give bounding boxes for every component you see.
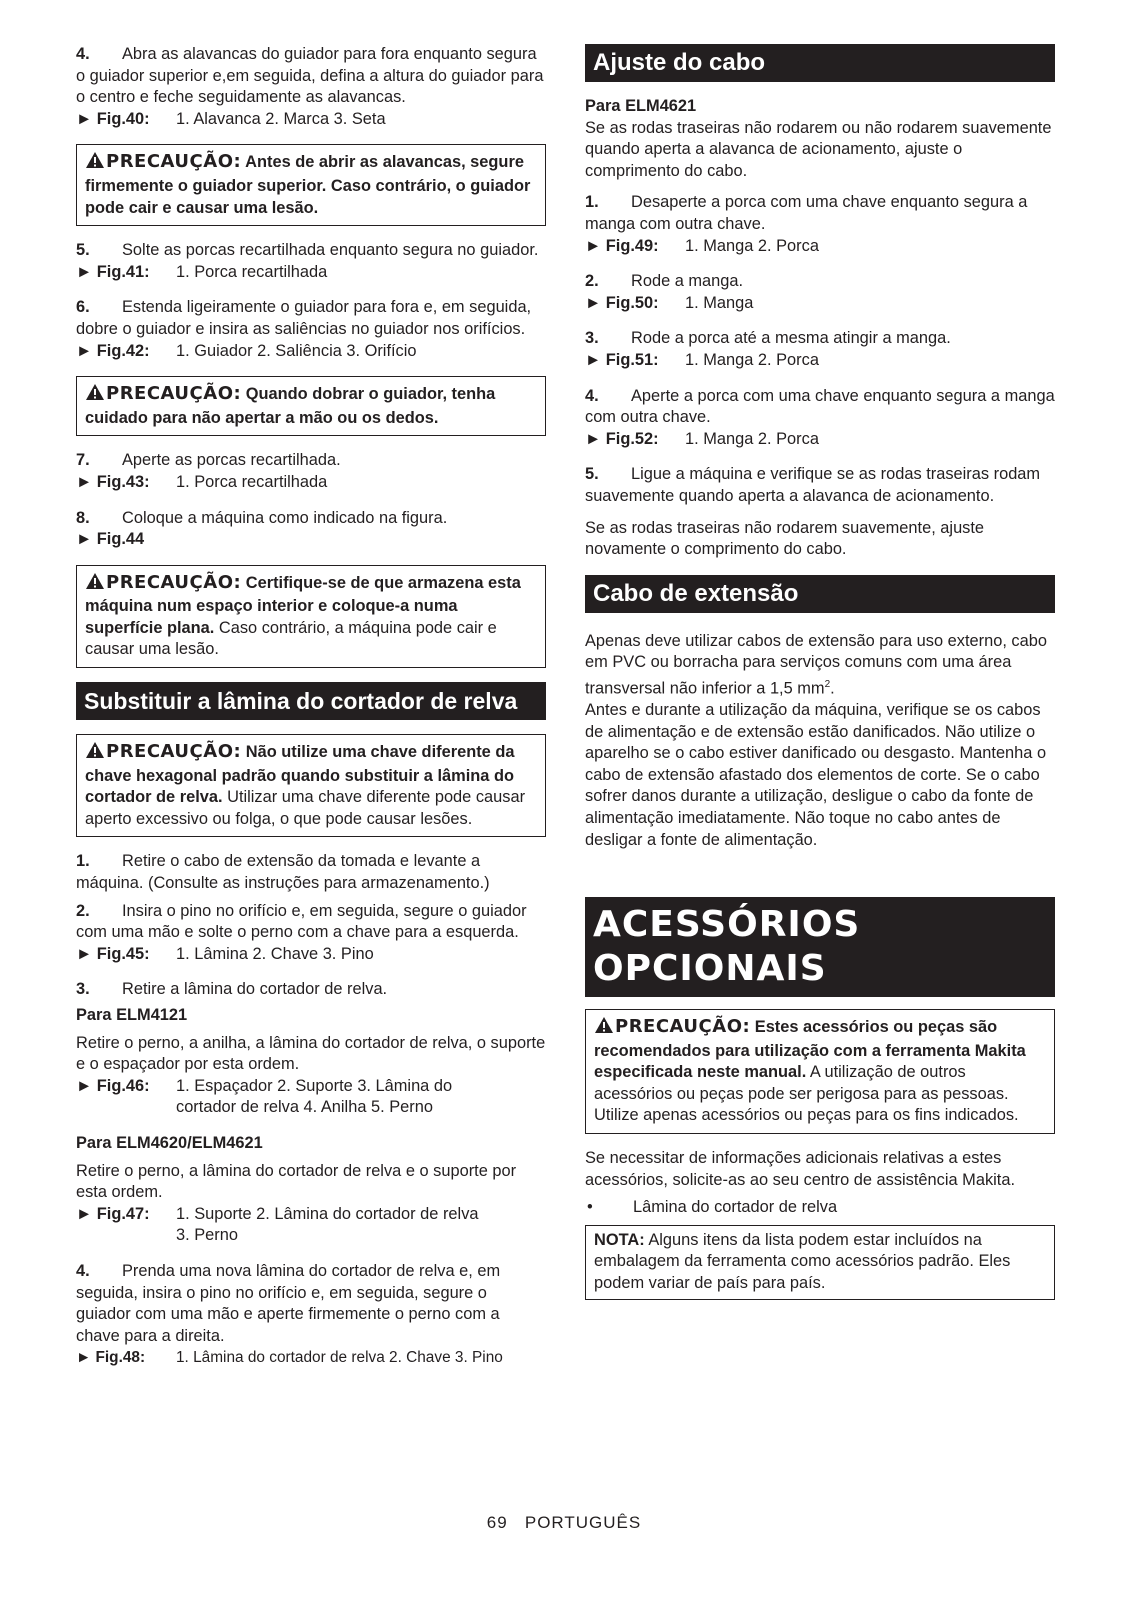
fig-44-caption: ► Fig.44 [76, 530, 145, 549]
subheading-elm4621: Para ELM4621 [585, 97, 697, 115]
fig-41-caption: ► Fig.41: 1. Porca recartilhada [76, 262, 328, 281]
accessories-info: Se necessitar de informações adicionais relativas a estes acessórios, solicite-as ao seu centro de assistência Makita. [585, 1149, 1015, 1189]
subheading-elm4620: Para ELM4620/ELM4621 [76, 1133, 263, 1152]
caution-box-3: PRECAUÇÃO: Certifique-se de que armazena esta máquina num espaço interior e coloque-a numa superfície plana. Caso contrário, a máquina pode cair e causar uma lesão. [76, 565, 546, 668]
fig-47-caption-cont: 3. Perno [176, 1226, 238, 1245]
replace-step-2: 2. Insira o pino no orifício e, em seguida, segure o guiador com uma mão e solte o perno com a chave para a esquerda. [76, 901, 527, 942]
fig-47-caption: ► Fig.47: 1. Suporte 2. Lâmina do cortador de relva [76, 1204, 479, 1223]
left-column [76, 44, 546, 1369]
fig-46-caption: ► Fig.46: 1. Espaçador 2. Suporte 3. Lâmina do [76, 1076, 453, 1095]
note-box: NOTA: Alguns itens da lista podem estar incluídos na embalagem da ferramenta como acessórios padrão. Eles podem variar de país para país. [585, 1225, 1055, 1300]
caution-box-4: PRECAUÇÃO: Não utilize uma chave diferente da chave hexagonal padrão quando substituir a lâmina do cortador de relva. Utilizar uma chave diferente pode causar aperto excessivo ou folga, o que pode causar lesões. [76, 734, 546, 837]
replace-step-3: 3. Retire a lâmina do cortador de relva. [76, 980, 388, 999]
replace-step-1: 1. Retire o cabo de extensão da tomada e levante a máquina. (Consulte as instruções para armazenamento.) [76, 852, 490, 893]
fig-46-caption-cont: cortador de relva 4. Anilha 5. Perno [176, 1098, 433, 1117]
fig-50-caption: ► Fig.50: 1. Manga [585, 293, 754, 312]
cable-step-5: 5. Ligue a máquina e verifique se as rodas traseiras rodam suavemente quando aperta a alavanca de acionamento. [585, 465, 1041, 505]
step-8: 8. Coloque a máquina como indicado na figura. [76, 508, 448, 527]
caution-box-1: PRECAUÇÃO: Antes de abrir as alavancas, segure firmemente o guiador superior. Caso contrário, o guiador pode cair e causar uma lesão. [76, 144, 546, 226]
elm4620-text: Retire o perno, a lâmina do cortador de relva e o suporte por esta ordem. [76, 1161, 517, 1202]
cable-step-1: 1. Desaperte a porca com uma chave enquanto segura a manga com outra chave. [585, 193, 1028, 233]
cable-step-4: 4. Aperte a porca com uma chave enquanto segura a manga com outra chave. [585, 386, 1055, 427]
caution-box-2: PRECAUÇÃO: Quando dobrar o guiador, tenha cuidado para não apertar a mão ou os dedos. [76, 376, 546, 436]
warning-triangle-icon [85, 383, 105, 408]
fig-43-caption: ► Fig.43: 1. Porca recartilhada [76, 472, 328, 491]
fig-45-caption: ► Fig.45: 1. Lâmina 2. Chave 3. Pino [76, 944, 374, 963]
step-6: 6. Estenda ligeiramente o guiador para fora e, em seguida, dobre o guiador e insira as saliências no guiador nos orifícios. [76, 298, 532, 338]
warning-triangle-icon [85, 151, 105, 176]
subheading-elm4121: Para ELM4121 [76, 1006, 188, 1024]
fig-52-caption: ► Fig.52: 1. Manga 2. Porca [585, 429, 819, 448]
cable-step-2: 2. Rode a manga. [585, 272, 744, 291]
caution-box-5: PRECAUÇÃO: Estes acessórios ou peças são recomendados para utilização com a ferramenta Makita especificada neste manual. A utilização de outros acessórios ou peças pode ser perigosa para as pessoas. Utilize apenas acessórios ou peças para os fins indicados. [585, 1009, 1055, 1134]
fig-51-caption: ► Fig.51: 1. Manga 2. Porca [585, 350, 819, 369]
right-column [585, 44, 1055, 1314]
cable-intro: Se as rodas traseiras não rodarem ou não rodarem suavemente quando aperta a alavanca de acionamento, ajuste o comprimento do cabo. [585, 118, 1052, 180]
extension-text-2: Antes e durante a utilização da máquina, verifique se os cabos de alimentação e de extensão estão danificados. Não utilize o aparelho se o cabo estiver danificado ou desgasto. Mantenha o cabo de extensão afastado dos elementos de corte. Se o cabo sofrer danos durante a utilização, desligue o cabo da fonte de alimentação imediatamente. Não toque no cabo antes de desligar a fonte de alimentação. [585, 700, 1047, 849]
chapter-title-optional-accessories: ACESSÓRIOS OPCIONAIS [585, 897, 1055, 997]
fig-40-caption: ► Fig.40: 1. Alavanca 2. Marca 3. Seta [76, 109, 386, 128]
section-title-cable-adjust: Ajuste do cabo [585, 44, 1055, 82]
warning-triangle-icon [85, 741, 105, 766]
warning-triangle-icon [594, 1016, 614, 1041]
step-5: 5. Solte as porcas recartilhada enquanto segura no guiador. [76, 241, 539, 260]
page-footer [0, 1512, 1128, 1534]
cable-step-3: 3. Rode a porca até a mesma atingir a manga. [585, 329, 951, 348]
elm4121-text: Retire o perno, a anilha, a lâmina do cortador de relva, o suporte e o espaçador por esta ordem. [76, 1033, 546, 1074]
step-7: 7. Aperte as porcas recartilhada. [76, 451, 341, 470]
fig-48-caption: ► Fig.48: 1. Lâmina do cortador de relva 2. Chave 3. Pino [76, 1349, 503, 1367]
extension-text-1: Apenas deve utilizar cabos de extensão para uso externo, cabo em PVC ou borracha para serviços comuns com uma área transversal não inferior a 1,5 $mm^2$. [585, 631, 1047, 698]
warning-triangle-icon [85, 572, 105, 597]
section-title-replace-blade: Substituir a lâmina do cortador de relva [76, 682, 546, 720]
cable-after-text: Se as rodas traseiras não rodarem suavemente, ajuste novamente o comprimento do cabo. [585, 518, 985, 559]
section-title-extension-cable: Cabo de extensão [585, 575, 1055, 613]
fig-42-caption: ► Fig.42: 1. Guiador 2. Saliência 3. Orifício [76, 341, 417, 360]
replace-step-4: 4. Prenda uma nova lâmina do cortador de relva e, em seguida, insira o pino no orifício e, em seguida, segure o guiador com uma mão e aperte firmemente o perno com a chave para a direita. [76, 1261, 501, 1345]
footer-language: PORTUGUÊS [524, 1513, 642, 1532]
step-4: 4. Abra as alavancas do guiador para fora enquanto segura o guiador superior e,em seguida, defina a altura do guiador para o centro e feche seguidamente as alavancas. [76, 45, 544, 107]
page-number: 69 [486, 1513, 508, 1532]
list-item: • Lâmina do cortador de relva [587, 1198, 838, 1217]
fig-49-caption: ► Fig.49: 1. Manga 2. Porca [585, 236, 819, 255]
